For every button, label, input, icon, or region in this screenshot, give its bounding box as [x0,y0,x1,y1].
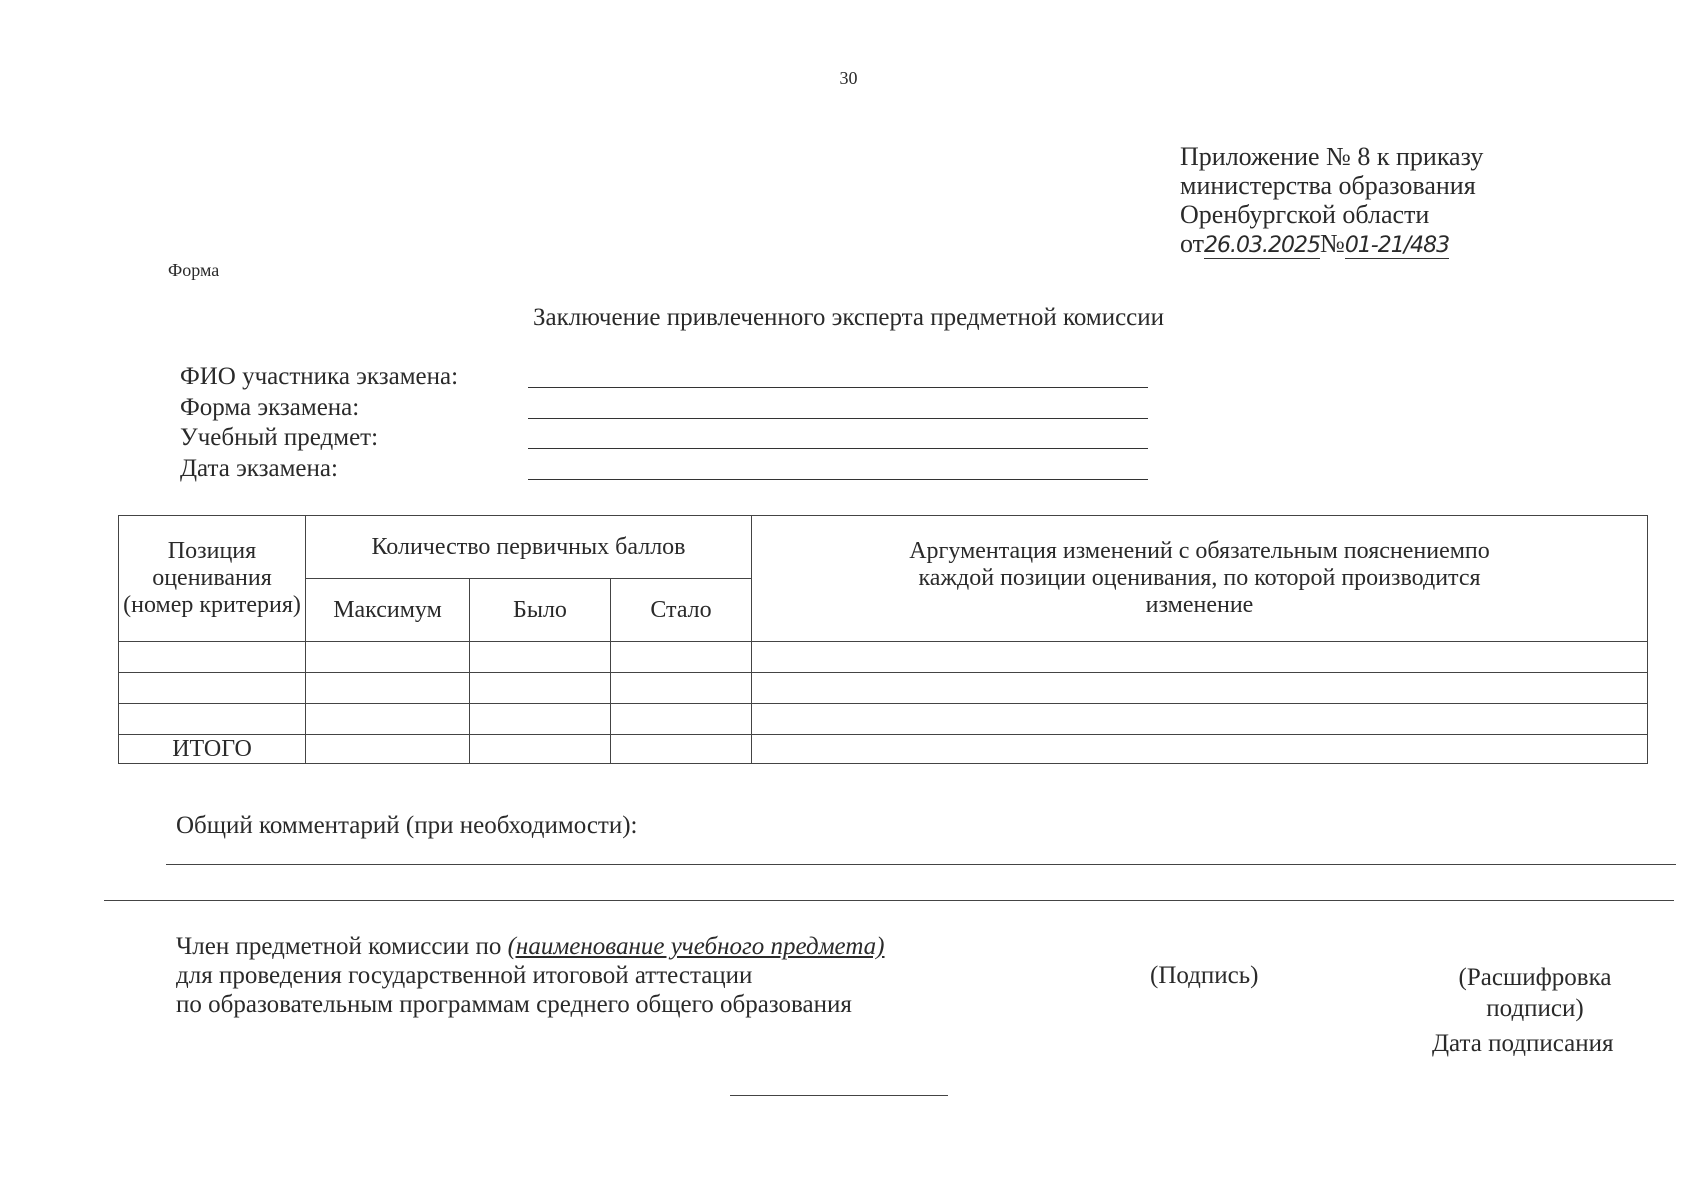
table-cell[interactable] [470,735,611,764]
field-blank-line[interactable] [528,418,1148,419]
table-cell[interactable] [611,642,752,673]
field-label: Дата экзамена: [180,454,338,482]
table-cell[interactable] [306,673,470,704]
order-from-prefix: от [1180,229,1205,258]
table-cell[interactable] [752,673,1648,704]
appendix-line-3: Оренбургской области [1180,200,1430,229]
field-blank-line[interactable] [528,448,1148,449]
table-cell[interactable] [611,673,752,704]
signer-line-1 [176,932,885,961]
table-cell[interactable] [470,642,611,673]
table-cell[interactable] [119,704,306,735]
signer-line-3: по образовательным программам среднего общего образования [176,991,852,1018]
header-became: Стало [611,579,752,642]
appendix-line-1: Приложение № 8 к приказу [1180,142,1484,171]
participant-fields [180,362,1150,484]
subject-placeholder: (наименование учебного предмета) [507,933,885,960]
table-row [119,642,1648,673]
header-position: Позиция оценивания (номер критерия) [119,516,306,642]
field-exam-form [180,393,1150,424]
table-cell[interactable] [470,704,611,735]
table-cell[interactable] [306,642,470,673]
table-cell[interactable] [306,704,470,735]
table-total-row [119,735,1648,764]
table-cell[interactable] [119,673,306,704]
comment-line[interactable] [166,864,1676,865]
table-cell[interactable] [470,673,611,704]
comment-line[interactable] [104,900,1674,901]
table-cell[interactable] [752,704,1648,735]
form-label: Форма [168,260,220,280]
table-cell[interactable] [752,642,1648,673]
page-number: 30 [839,68,858,88]
field-label: Учебный предмет: [180,424,379,451]
table-header-row [119,516,1648,579]
table-cell[interactable] [611,735,752,764]
signing-date-label: Дата подписания [1432,1030,1614,1057]
signature-decode-label: (Расшифровка подписи) [1458,964,1612,1022]
document-title: Заключение привлеченного эксперта предметной комиссии [532,304,1165,331]
table-cell[interactable] [306,735,470,764]
field-subject [180,423,1150,454]
field-label: ФИО участника экзамена: [180,363,459,390]
order-reference [1180,229,1483,260]
header-was: Было [470,579,611,642]
signing-date-line[interactable] [730,1095,948,1096]
table-row [119,704,1648,735]
signer-prefix: Член предметной комиссии по [176,933,508,960]
order-date: 26.03.2025 [1204,233,1320,258]
table-row [119,673,1648,704]
table-cell[interactable] [119,642,306,673]
field-participant-name [180,362,1150,393]
signature-label: (Подпись) [1150,962,1259,989]
field-blank-line[interactable] [528,387,1148,388]
signer-block [176,932,885,1019]
header-argument: Аргументация изменений с обязательным пояснениемпо каждой позиции оценивания, по которой производится изменение [752,516,1648,642]
signer-line-2: для проведения государственной итоговой аттестации [176,962,753,989]
order-number: 01-21/483 [1344,233,1450,258]
scores-table [118,515,1648,764]
table-cell[interactable] [752,735,1648,764]
order-number-sign: № [1320,229,1345,258]
header-max: Максимум [306,579,470,642]
appendix-block [1180,142,1483,260]
table-cell[interactable] [611,704,752,735]
field-exam-date [180,454,1150,485]
total-label: ИТОГО [119,735,306,764]
appendix-line-2: министерства образования [1180,171,1476,200]
comment-label: Общий комментарий (при необходимости): [176,812,638,839]
header-points: Количество первичных баллов [306,516,752,579]
field-blank-line[interactable] [528,479,1148,480]
field-label: Форма экзамена: [180,393,360,421]
